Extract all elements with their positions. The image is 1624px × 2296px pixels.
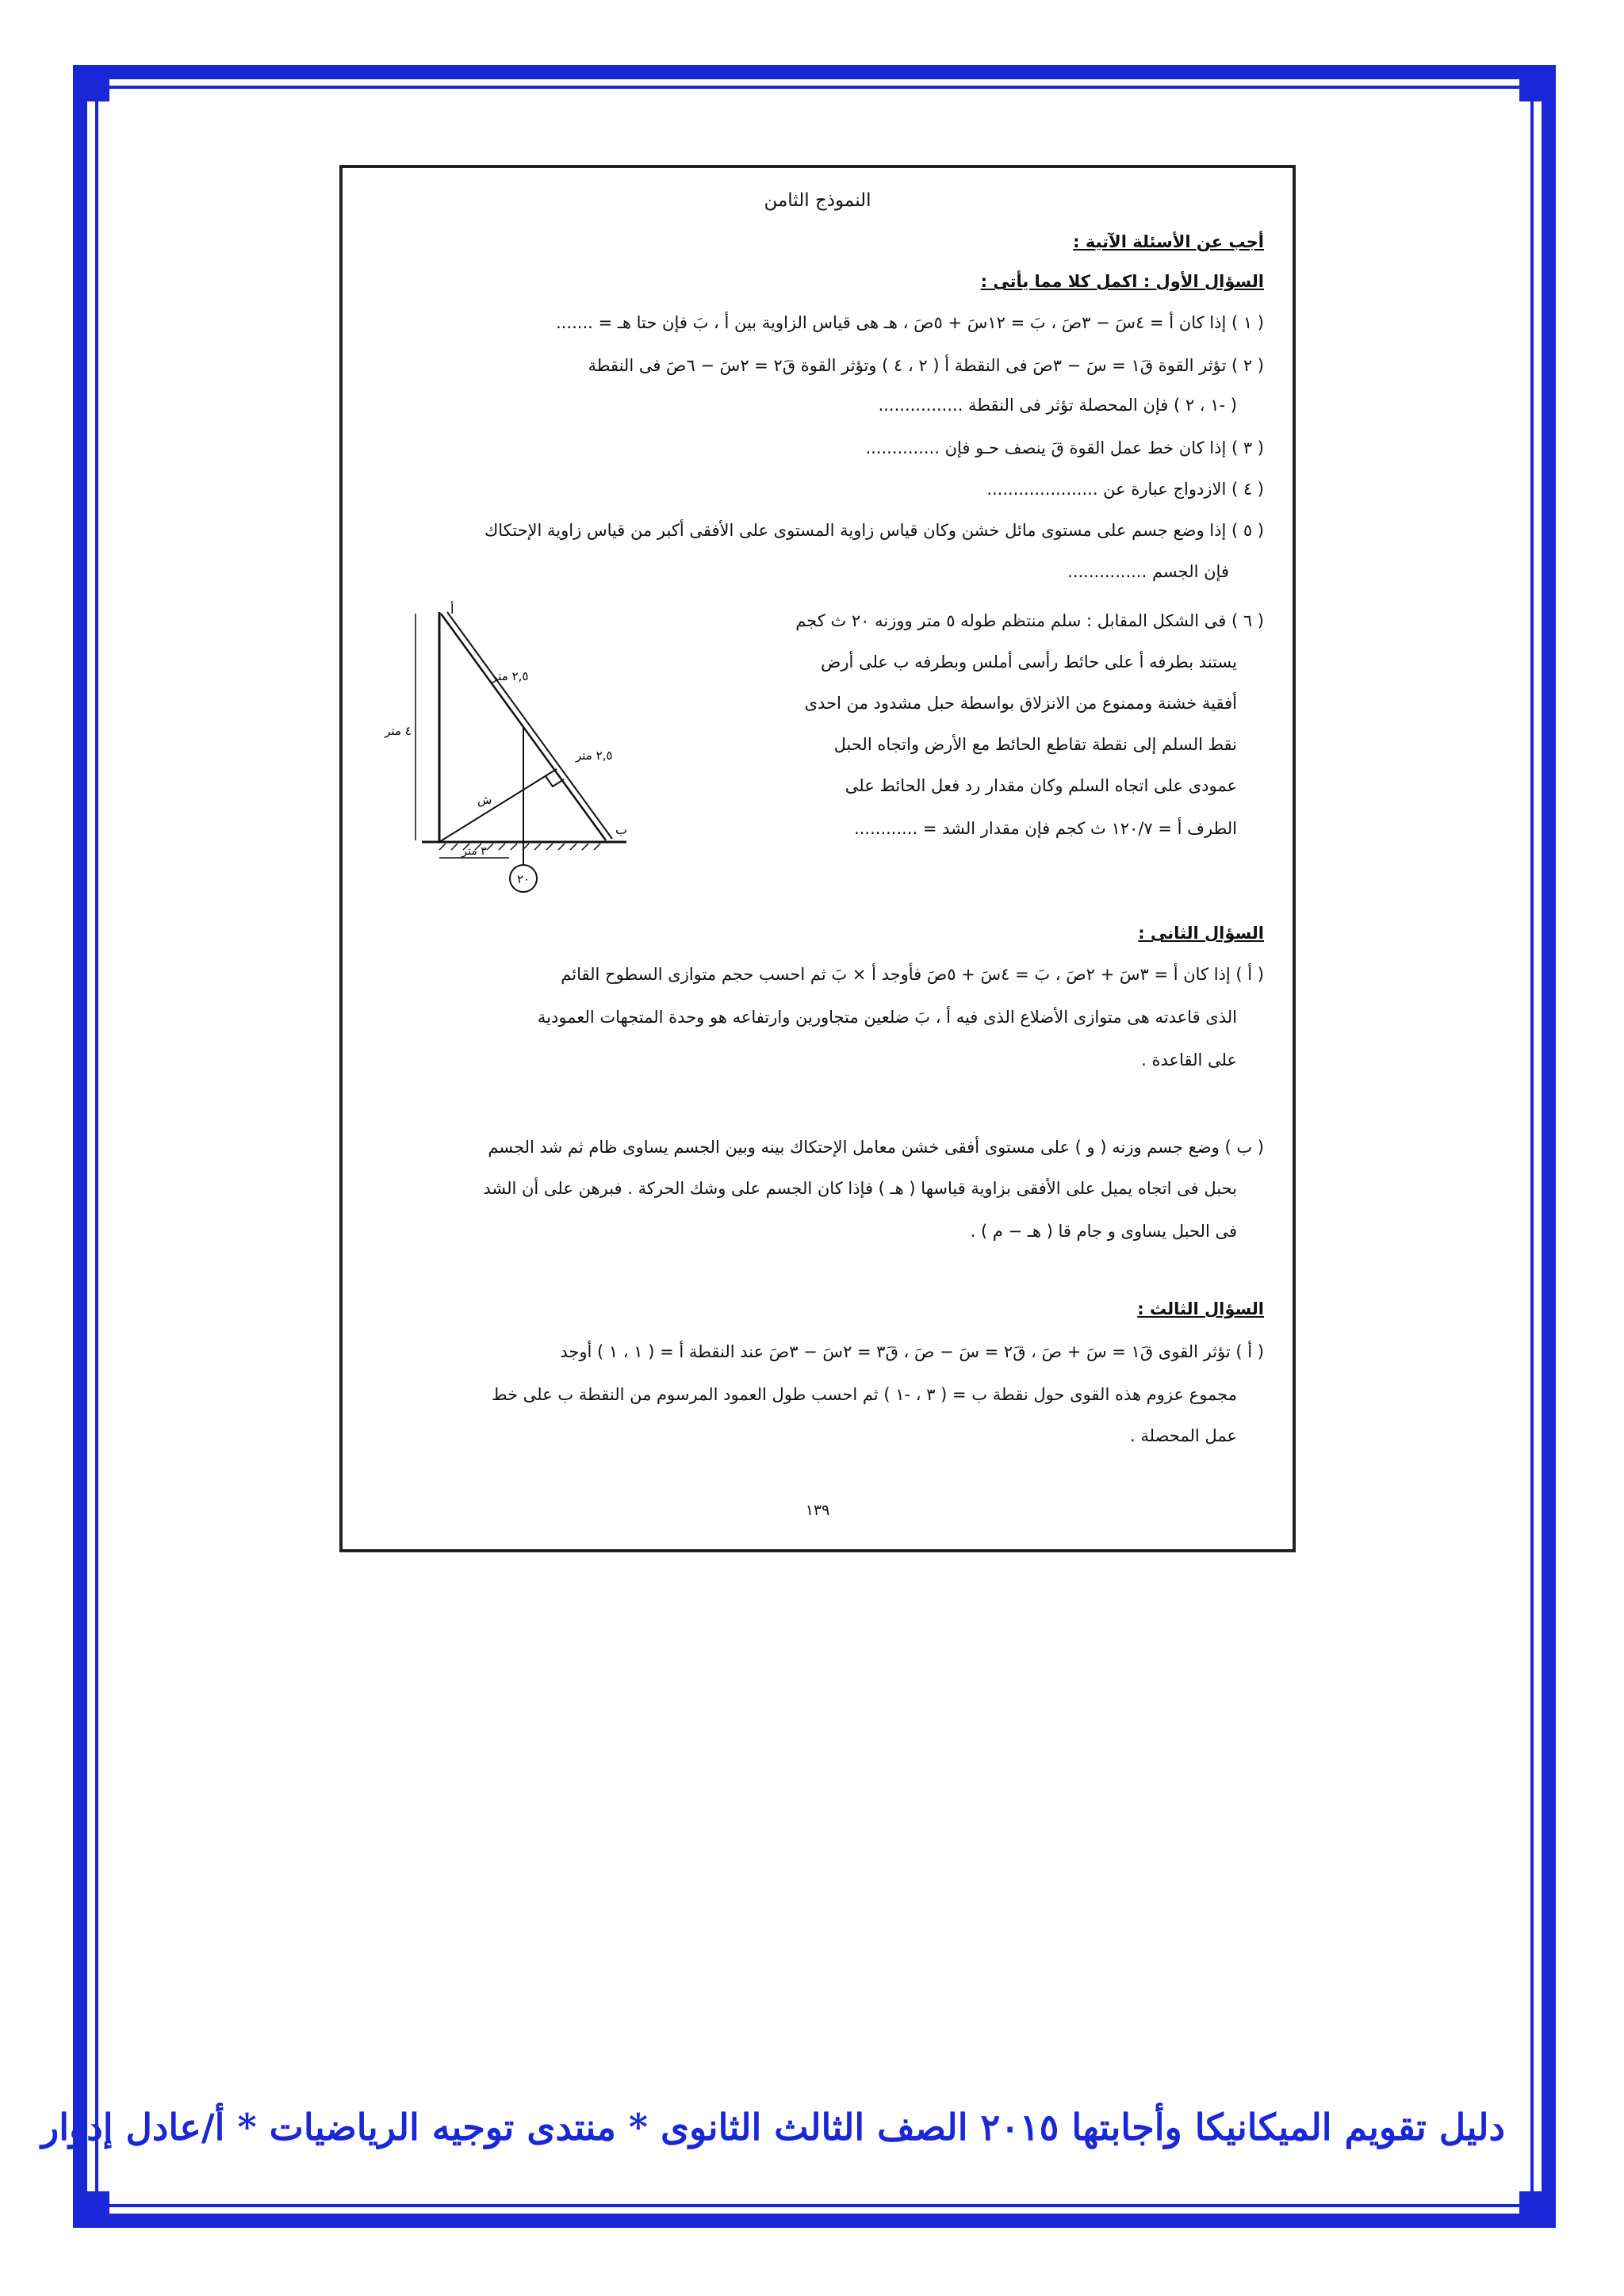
- q1-item-6-line-2: يستند بطرفه أ على حائط رأسى أملس وبطرفه ب على أرض: [820, 652, 1237, 672]
- point-b-label: ب: [615, 822, 628, 837]
- instruction: أجب عن الأسئلة الآتية :: [1073, 232, 1264, 251]
- q1-item-6-line-4: نقط السلم إلى نقطة تقاطع الحائط مع الأرض واتجاه الحبل: [833, 735, 1237, 754]
- rope-line: [439, 769, 557, 842]
- q1-item-5-line-2: فإن الجسم ...............: [1067, 562, 1229, 581]
- frame-corner-bottom-left: [73, 2191, 109, 2228]
- weight-label: ٢٠: [516, 872, 530, 886]
- q1-item-3: ( ٣ ) إذا كان خط عمل القوة قَ ينصف حـو فإن ..............: [865, 438, 1264, 457]
- q3-a-line-1: ( أ ) تؤثر القوى قَ١ = سَ + صَ ، قَ٢ = سَ − صَ ، قَ٣ = ٢سَ − ٣صَ عند النقطة أ = ( ١ ، ١ ) أوجد: [560, 1342, 1264, 1361]
- q1-item-4: ( ٤ ) الازدواج عبارة عن .....................: [986, 480, 1264, 499]
- q1-item-6-line-1: ( ٦ ) فى الشكل المقابل : سلم منتظم طوله ٥ متر ووزنه ٢٠ ث كجم: [795, 611, 1264, 630]
- sheet-title: النموذج الثامن: [764, 190, 871, 211]
- q2-a-line-1: ( أ ) إذا كان أ = ٣سَ + ٢صَ ، بَ = ٤سَ + ٥صَ فأوجد أ × بَ ثم احسب حجم متوازى السطوح القائم: [561, 965, 1264, 984]
- q1-item-6-line-3: أفقية خشنة وممنوع من الانزلاق بواسطة حبل مشدود من احدى: [804, 694, 1237, 713]
- footer-caption: دليل تقويم الميكانيكا وأجابتها ٢٠١٥ الصف الثالث الثانوى * منتدى توجيه الرياضيات * أ/عادل إدوار: [41, 2106, 1505, 2149]
- base-length-label: ٣ متر: [462, 845, 487, 858]
- tension-label: ش: [477, 793, 492, 807]
- frame-corner-top-right: [1519, 65, 1556, 101]
- q1-item-6-line-6: الطرف أ = ١٢٠/٧ ث كجم فإن مقدار الشد = ............: [854, 819, 1237, 838]
- lower-length-label: ٢,٥ متر: [576, 748, 613, 763]
- frame-corner-top-left: [73, 65, 109, 101]
- ladder-figure: [374, 596, 644, 897]
- point-a-label: أ: [450, 602, 454, 617]
- upper-length-label: ٢,٥ متر: [492, 669, 529, 683]
- q3-a-line-2: مجموع عزوم هذه القوى حول نقطة ب = ( ٣ ، -١ ) ثم احسب طول العمود المرسوم من النقطة ب على خط: [492, 1385, 1237, 1404]
- q1-item-1: ( ١ ) إذا كان أ = ٤سَ − ٣صَ ، بَ = ١٢سَ + ٥صَ ، هـ هى قياس الزاوية بين أ ، بَ فإن حتا هـ = .......: [556, 313, 1264, 332]
- q1-item-6-line-5: عمودى على اتجاه السلم وكان مقدار رد فعل الحائط على: [845, 776, 1237, 795]
- ladder-line-outer: [447, 612, 612, 839]
- q2-a-line-3: على القاعدة .: [1141, 1050, 1237, 1070]
- q2-heading: السؤال الثانى :: [1138, 924, 1264, 943]
- q2-b-line-2: بحبل فى اتجاه يميل على الأفقى بزاوية قياسها ( هـ ) فإذا كان الجسم على وشك الحركة . فبرهن على أن الشد: [483, 1179, 1237, 1198]
- q1-heading: السؤال الأول : اكمل كلا مما يأتى :: [980, 272, 1264, 291]
- q2-b-line-3: فى الحبل يساوى و جام قا ( هـ − م ) .: [970, 1222, 1237, 1241]
- q2-a-line-2: الذى قاعدته هى متوازى الأضلاع الذى فيه أ ، بَ ضلعين متجاورين وارتفاعه هو وحدة المتجهات العمودية: [537, 1008, 1237, 1027]
- q3-a-line-3: عمل المحصلة .: [1130, 1426, 1237, 1445]
- q3-heading: السؤال الثالث :: [1137, 1299, 1264, 1318]
- wall-length-label: ٤ متر: [385, 724, 412, 738]
- exam-sheet: [339, 165, 1296, 1552]
- page-number: ١٣٩: [805, 1502, 830, 1519]
- q1-item-2-line-1: ( ٢ ) تؤثر القوة قَ١ = سَ − ٣صَ فى النقطة أ ( ٢ ، ٤ ) وتؤثر القوة قَ٢ = ٢سَ − ٦صَ فى النقطة: [588, 356, 1264, 375]
- q1-item-5-line-1: ( ٥ ) إذا وضع جسم على مستوى مائل خشن وكان قياس زاوية المستوى على الأفقى أكبر من قياس زاوية الإحتكاك: [484, 521, 1264, 540]
- frame-corner-bottom-right: [1519, 2191, 1556, 2228]
- q2-b-line-1: ( ب ) وضع جسم وزنه ( و ) على مستوى أفقى خشن معامل الإحتكاك بينه وبين الجسم يساوى ظام ثم شد الجسم: [488, 1138, 1264, 1157]
- q1-item-2-line-2: ( -١ ، ٢ ) فإن المحصلة تؤثر فى النقطة ................: [878, 396, 1237, 415]
